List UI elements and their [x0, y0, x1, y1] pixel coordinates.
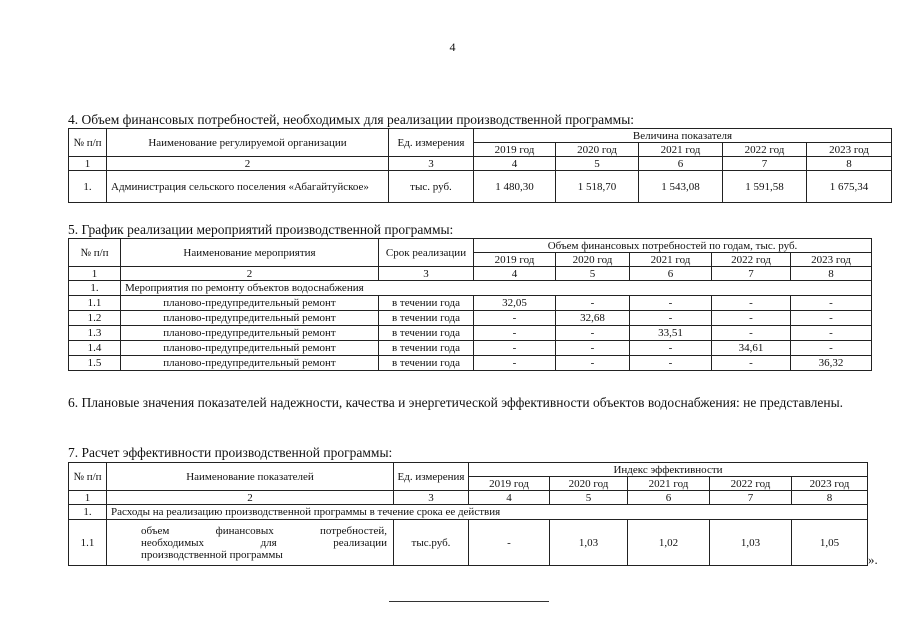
column-number: 6: [639, 157, 723, 171]
value-cell: -: [791, 296, 872, 311]
page-number: 4: [449, 40, 456, 54]
value-cell: -: [791, 341, 872, 356]
group-row: [69, 281, 872, 296]
section7-table: [68, 462, 868, 566]
group-name: Мероприятия по ремонту объектов водоснабжения: [121, 281, 872, 296]
section5-table: [68, 238, 872, 371]
column-number: 2: [107, 157, 389, 171]
column-number-row: [69, 267, 872, 281]
event-term: в течении года: [379, 326, 474, 341]
table-row: [69, 341, 872, 356]
year-header: 2023 год: [792, 477, 868, 491]
row-num: 1.3: [69, 326, 121, 341]
header-unit: Ед. измерения: [389, 129, 474, 157]
value-cell: -: [630, 296, 712, 311]
value-cell: -: [712, 311, 791, 326]
column-number: 7: [710, 491, 792, 505]
value-cell: -: [474, 326, 556, 341]
column-number: 8: [792, 491, 868, 505]
header-indicator-name: Наименование показателей: [107, 463, 394, 491]
header-event-name: Наименование мероприятия: [121, 239, 379, 267]
group-num: 1.: [69, 505, 107, 520]
event-name: планово-предупредительный ремонт: [121, 356, 379, 371]
year-header: 2022 год: [712, 253, 791, 267]
row-unit: тыс. руб.: [389, 171, 474, 203]
row-num: 1.5: [69, 356, 121, 371]
header-value-group: Объем финансовых потребностей по годам, тыс. руб.: [474, 239, 872, 253]
value-cell: 33,51: [630, 326, 712, 341]
value-cell: -: [474, 341, 556, 356]
year-header: 2022 год: [723, 143, 807, 157]
header-unit: Ед. измерения: [394, 463, 469, 491]
value-cell: 1 480,30: [474, 171, 556, 203]
year-header: 2021 год: [630, 253, 712, 267]
header-num: № п/п: [69, 239, 121, 267]
year-header: 2019 год: [474, 253, 556, 267]
value-cell: 1 543,08: [639, 171, 723, 203]
value-cell: -: [630, 356, 712, 371]
row-unit: тыс.руб.: [394, 520, 469, 566]
column-number: 7: [712, 267, 791, 281]
value-cell: -: [556, 326, 630, 341]
event-term: в течении года: [379, 296, 474, 311]
table-row: [69, 326, 872, 341]
year-header: 2019 год: [469, 477, 550, 491]
year-header: 2022 год: [710, 477, 792, 491]
column-number: 1: [69, 157, 107, 171]
value-cell: -: [556, 341, 630, 356]
column-number: 7: [723, 157, 807, 171]
year-header: 2019 год: [474, 143, 556, 157]
header-value-group: Индекс эффективности: [469, 463, 868, 477]
closing-mark: ».: [868, 552, 878, 567]
column-number: 3: [394, 491, 469, 505]
column-number: 8: [807, 157, 892, 171]
table-row: [69, 356, 872, 371]
table-row: [69, 296, 872, 311]
year-header: 2021 год: [628, 477, 710, 491]
value-cell: -: [630, 341, 712, 356]
event-term: в течении года: [379, 311, 474, 326]
year-header: 2020 год: [556, 143, 639, 157]
value-cell: -: [791, 311, 872, 326]
event-name: планово-предупредительный ремонт: [121, 341, 379, 356]
row-num: 1.1: [69, 296, 121, 311]
value-cell: 1 675,34: [807, 171, 892, 203]
table-row: [69, 171, 892, 203]
value-cell: -: [469, 520, 550, 566]
column-number: 3: [389, 157, 474, 171]
table-row: [69, 520, 868, 566]
column-number-row: [69, 491, 868, 505]
row-num: 1.4: [69, 341, 121, 356]
row-num: 1.1: [69, 520, 107, 566]
event-name: планово-предупредительный ремонт: [121, 311, 379, 326]
value-cell: 1,03: [550, 520, 628, 566]
row-num: 1.: [69, 171, 107, 203]
header-value-group: Величина показателя: [474, 129, 892, 143]
header-num: № п/п: [69, 463, 107, 491]
column-number: 1: [69, 267, 121, 281]
value-cell: -: [712, 326, 791, 341]
event-name: планово-предупредительный ремонт: [121, 296, 379, 311]
event-term: в течении года: [379, 341, 474, 356]
section4-title: 4. Объем финансовых потребностей, необходимых для реализации производственной программы:: [68, 112, 635, 127]
value-cell: 36,32: [791, 356, 872, 371]
column-number: 4: [474, 157, 556, 171]
group-row: [69, 505, 868, 520]
value-cell: 1 518,70: [556, 171, 639, 203]
row-num: 1.2: [69, 311, 121, 326]
header-num: № п/п: [69, 129, 107, 157]
column-number: 4: [474, 267, 556, 281]
column-number: 2: [107, 491, 394, 505]
column-number: 6: [628, 491, 710, 505]
value-cell: 32,68: [556, 311, 630, 326]
footer-divider: [389, 601, 549, 602]
year-header: 2023 год: [791, 253, 872, 267]
value-cell: -: [712, 356, 791, 371]
indicator-name-line: производственной программы: [141, 548, 283, 561]
value-cell: 32,05: [474, 296, 556, 311]
year-header: 2020 год: [556, 253, 630, 267]
section6-text: 6. Плановые значения показателей надежности, качества и энергетической эффективности объектов водоснабжения: не представлены.: [68, 395, 844, 410]
section5-title: 5. График реализации мероприятий производственной программы:: [68, 222, 454, 237]
value-cell: 1,03: [710, 520, 792, 566]
value-cell: -: [556, 296, 630, 311]
value-cell: 1 591,58: [723, 171, 807, 203]
column-number: 5: [556, 157, 639, 171]
column-number: 5: [550, 491, 628, 505]
event-name: планово-предупредительный ремонт: [121, 326, 379, 341]
value-cell: 1,02: [628, 520, 710, 566]
column-number: 4: [469, 491, 550, 505]
group-name: Расходы на реализацию производственной программы в течение срока ее действия: [107, 505, 868, 520]
column-number: 1: [69, 491, 107, 505]
value-cell: 1,05: [792, 520, 868, 566]
year-header: 2023 год: [807, 143, 892, 157]
section4-table: [68, 128, 892, 203]
indicator-name: [107, 520, 394, 566]
value-cell: -: [791, 326, 872, 341]
value-cell: 34,61: [712, 341, 791, 356]
column-number: 8: [791, 267, 872, 281]
column-number: 6: [630, 267, 712, 281]
column-number: 5: [556, 267, 630, 281]
value-cell: -: [712, 296, 791, 311]
column-number-row: [69, 157, 892, 171]
year-header: 2020 год: [550, 477, 628, 491]
year-header: 2021 год: [639, 143, 723, 157]
table-row: [69, 311, 872, 326]
event-term: в течении года: [379, 356, 474, 371]
header-term: Срок реализации: [379, 239, 474, 267]
value-cell: -: [630, 311, 712, 326]
column-number: 3: [379, 267, 474, 281]
group-num: 1.: [69, 281, 121, 296]
indicator-name-line: необходимых для реализации: [141, 536, 387, 549]
value-cell: -: [556, 356, 630, 371]
column-number: 2: [121, 267, 379, 281]
header-organization: Наименование регулируемой организации: [107, 129, 389, 157]
value-cell: -: [474, 356, 556, 371]
organization-name: Администрация сельского поселения «Абагайтуйское»: [107, 171, 389, 203]
value-cell: -: [474, 311, 556, 326]
indicator-name-line: объем финансовых потребностей,: [141, 524, 387, 537]
section7-title: 7. Расчет эффективности производственной программы:: [68, 445, 393, 460]
